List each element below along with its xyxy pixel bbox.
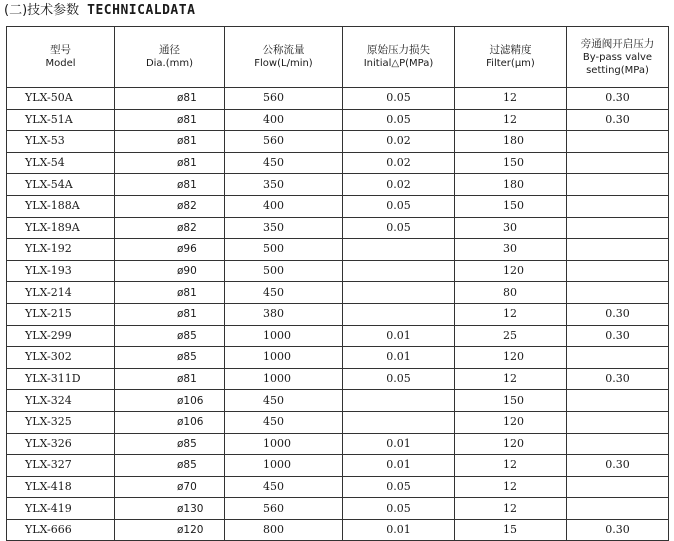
cell-filter: 15 xyxy=(455,519,567,541)
cell-model: YLX-214 xyxy=(7,282,115,304)
cell-pressure-loss: 0.05 xyxy=(343,88,455,110)
cell-model: YLX-302 xyxy=(7,347,115,369)
cell-model: YLX-53 xyxy=(7,131,115,153)
header-diameter: 通径 Dia.(mm) xyxy=(115,27,225,88)
cell-filter: 12 xyxy=(455,109,567,131)
cell-filter: 30 xyxy=(455,217,567,239)
cell-model: YLX-54 xyxy=(7,152,115,174)
cell-filter: 180 xyxy=(455,131,567,153)
cell-filter: 12 xyxy=(455,88,567,110)
cell-model: YLX-418 xyxy=(7,476,115,498)
cell-diameter: ø81 xyxy=(115,303,225,325)
cell-bypass xyxy=(567,174,669,196)
cell-flow: 560 xyxy=(225,88,343,110)
header-row xyxy=(7,27,669,88)
table-row xyxy=(7,347,669,369)
cell-bypass: 0.30 xyxy=(567,88,669,110)
cell-bypass xyxy=(567,131,669,153)
technical-data-table xyxy=(6,26,669,541)
cell-filter: 150 xyxy=(455,152,567,174)
header-flow: 公称流量 Flow(L/min) xyxy=(225,27,343,88)
table-body xyxy=(7,88,669,541)
cell-diameter: ø106 xyxy=(115,390,225,412)
cell-flow: 800 xyxy=(225,519,343,541)
cell-filter: 150 xyxy=(455,390,567,412)
cell-flow: 560 xyxy=(225,131,343,153)
table-row xyxy=(7,498,669,520)
table-row xyxy=(7,455,669,477)
cell-bypass xyxy=(567,390,669,412)
table-row xyxy=(7,325,669,347)
cell-pressure-loss: 0.02 xyxy=(343,131,455,153)
cell-filter: 120 xyxy=(455,433,567,455)
cell-diameter: ø81 xyxy=(115,109,225,131)
cell-pressure-loss: 0.02 xyxy=(343,174,455,196)
cell-model: YLX-326 xyxy=(7,433,115,455)
cell-diameter: ø85 xyxy=(115,325,225,347)
cell-model: YLX-299 xyxy=(7,325,115,347)
table-row xyxy=(7,433,669,455)
cell-model: YLX-193 xyxy=(7,260,115,282)
cell-pressure-loss: 0.01 xyxy=(343,433,455,455)
cell-pressure-loss: 0.01 xyxy=(343,519,455,541)
cell-bypass xyxy=(567,476,669,498)
cell-flow: 1000 xyxy=(225,325,343,347)
table-row xyxy=(7,217,669,239)
cell-pressure-loss: 0.05 xyxy=(343,476,455,498)
cell-model: YLX-419 xyxy=(7,498,115,520)
cell-bypass xyxy=(567,282,669,304)
cell-model: YLX-189A xyxy=(7,217,115,239)
cell-model: YLX-50A xyxy=(7,88,115,110)
cell-diameter: ø82 xyxy=(115,195,225,217)
cell-flow: 450 xyxy=(225,390,343,412)
cell-pressure-loss xyxy=(343,411,455,433)
cell-flow: 400 xyxy=(225,195,343,217)
cell-pressure-loss xyxy=(343,303,455,325)
cell-pressure-loss: 0.05 xyxy=(343,109,455,131)
cell-bypass: 0.30 xyxy=(567,368,669,390)
table-row xyxy=(7,174,669,196)
cell-flow: 1000 xyxy=(225,347,343,369)
table-row xyxy=(7,131,669,153)
cell-bypass xyxy=(567,347,669,369)
table-row xyxy=(7,260,669,282)
cell-flow: 450 xyxy=(225,282,343,304)
cell-pressure-loss: 0.02 xyxy=(343,152,455,174)
cell-diameter: ø85 xyxy=(115,455,225,477)
table-row xyxy=(7,476,669,498)
cell-model: YLX-666 xyxy=(7,519,115,541)
cell-model: YLX-324 xyxy=(7,390,115,412)
cell-diameter: ø70 xyxy=(115,476,225,498)
cell-model: YLX-51A xyxy=(7,109,115,131)
cell-flow: 1000 xyxy=(225,368,343,390)
cell-pressure-loss: 0.05 xyxy=(343,195,455,217)
cell-model: YLX-54A xyxy=(7,174,115,196)
table-row xyxy=(7,239,669,261)
cell-bypass xyxy=(567,411,669,433)
cell-pressure-loss: 0.01 xyxy=(343,325,455,347)
section-heading-zh: (二)技术参数 xyxy=(4,3,80,18)
cell-filter: 120 xyxy=(455,260,567,282)
cell-diameter: ø106 xyxy=(115,411,225,433)
cell-filter: 12 xyxy=(455,303,567,325)
header-filter: 过滤精度 Filter(μm) xyxy=(455,27,567,88)
cell-model: YLX-325 xyxy=(7,411,115,433)
cell-bypass: 0.30 xyxy=(567,109,669,131)
cell-diameter: ø82 xyxy=(115,217,225,239)
table-row xyxy=(7,303,669,325)
cell-bypass xyxy=(567,498,669,520)
table-row xyxy=(7,411,669,433)
cell-pressure-loss: 0.05 xyxy=(343,217,455,239)
cell-bypass xyxy=(567,260,669,282)
cell-diameter: ø130 xyxy=(115,498,225,520)
section-heading xyxy=(4,2,195,20)
cell-bypass xyxy=(567,239,669,261)
header-model: 型号 Model xyxy=(7,27,115,88)
cell-diameter: ø85 xyxy=(115,433,225,455)
cell-diameter: ø96 xyxy=(115,239,225,261)
cell-model: YLX-311D xyxy=(7,368,115,390)
cell-bypass xyxy=(567,433,669,455)
cell-pressure-loss: 0.01 xyxy=(343,347,455,369)
cell-bypass xyxy=(567,195,669,217)
cell-filter: 150 xyxy=(455,195,567,217)
header-bypass: 旁通阀开启压力 By-pass valve setting(MPa) xyxy=(567,27,669,88)
table-row xyxy=(7,282,669,304)
cell-diameter: ø81 xyxy=(115,88,225,110)
table-row xyxy=(7,88,669,110)
cell-flow: 380 xyxy=(225,303,343,325)
cell-filter: 25 xyxy=(455,325,567,347)
cell-flow: 350 xyxy=(225,217,343,239)
table-row xyxy=(7,109,669,131)
cell-bypass xyxy=(567,217,669,239)
cell-bypass: 0.30 xyxy=(567,455,669,477)
cell-diameter: ø81 xyxy=(115,174,225,196)
cell-filter: 120 xyxy=(455,411,567,433)
cell-bypass: 0.30 xyxy=(567,325,669,347)
cell-diameter: ø81 xyxy=(115,152,225,174)
table-row xyxy=(7,368,669,390)
cell-model: YLX-215 xyxy=(7,303,115,325)
table-row xyxy=(7,390,669,412)
cell-diameter: ø90 xyxy=(115,260,225,282)
cell-pressure-loss xyxy=(343,390,455,412)
cell-diameter: ø85 xyxy=(115,347,225,369)
cell-pressure-loss: 0.05 xyxy=(343,368,455,390)
cell-flow: 350 xyxy=(225,174,343,196)
cell-diameter: ø81 xyxy=(115,282,225,304)
section-heading-en: TECHNICALDATA xyxy=(87,3,196,18)
cell-bypass xyxy=(567,152,669,174)
cell-filter: 12 xyxy=(455,455,567,477)
header-pressure-loss: 原始压力损失 Initial△P(MPa) xyxy=(343,27,455,88)
cell-flow: 1000 xyxy=(225,433,343,455)
cell-filter: 120 xyxy=(455,347,567,369)
cell-filter: 12 xyxy=(455,368,567,390)
table-row xyxy=(7,152,669,174)
cell-pressure-loss xyxy=(343,260,455,282)
cell-flow: 450 xyxy=(225,411,343,433)
cell-flow: 500 xyxy=(225,239,343,261)
cell-model: YLX-192 xyxy=(7,239,115,261)
cell-diameter: ø120 xyxy=(115,519,225,541)
cell-filter: 80 xyxy=(455,282,567,304)
cell-pressure-loss xyxy=(343,239,455,261)
cell-filter: 12 xyxy=(455,498,567,520)
cell-pressure-loss: 0.01 xyxy=(343,455,455,477)
cell-flow: 450 xyxy=(225,152,343,174)
cell-diameter: ø81 xyxy=(115,368,225,390)
cell-filter: 30 xyxy=(455,239,567,261)
cell-flow: 400 xyxy=(225,109,343,131)
cell-bypass: 0.30 xyxy=(567,519,669,541)
cell-flow: 500 xyxy=(225,260,343,282)
cell-flow: 560 xyxy=(225,498,343,520)
cell-filter: 180 xyxy=(455,174,567,196)
cell-pressure-loss xyxy=(343,282,455,304)
cell-bypass: 0.30 xyxy=(567,303,669,325)
cell-model: YLX-327 xyxy=(7,455,115,477)
cell-model: YLX-188A xyxy=(7,195,115,217)
cell-filter: 12 xyxy=(455,476,567,498)
cell-flow: 450 xyxy=(225,476,343,498)
cell-pressure-loss: 0.05 xyxy=(343,498,455,520)
cell-diameter: ø81 xyxy=(115,131,225,153)
table-row xyxy=(7,519,669,541)
table-row xyxy=(7,195,669,217)
cell-flow: 1000 xyxy=(225,455,343,477)
